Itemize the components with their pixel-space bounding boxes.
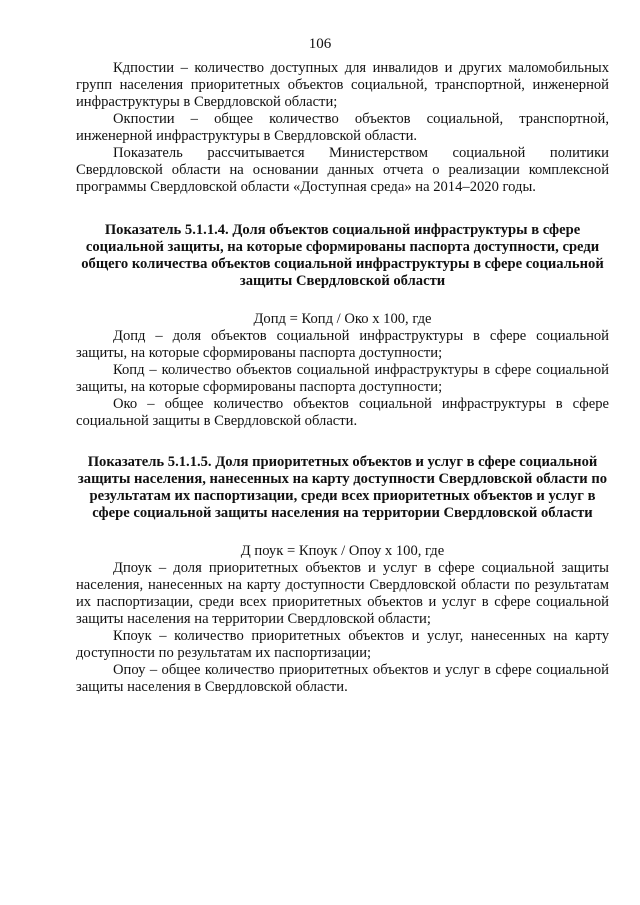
definition: Копд – количество объектов социальной инфраструктуры в сфере социальной защиты, на которые сформированы паспорта доступности; (76, 362, 609, 395)
formula: Д поук = Кпоук / Опоу х 100, где (240, 543, 445, 559)
paragraph: Кдпостии – количество доступных для инвалидов и других маломобильных групп населения приоритетных объектов социальной, транспортной, инженерной инфраструктуры в Свердловской области; (76, 60, 609, 110)
page-number: 106 (308, 36, 332, 52)
definition: Дпоук – доля приоритетных объектов и услуг в сфере социальной защиты населения, нанесенных на карту доступности Свердловской области по результатам их паспортизации, среди всех приоритетных объектов и услуг в сфере социальной защиты населения на территории Свердловской области; (76, 560, 609, 627)
definition: Кпоук – количество приоритетных объектов и услуг, нанесенных на карту доступности по результатам их паспортизации; (76, 628, 609, 661)
definition: Опоу – общее количество приоритетных объектов и услуг в сфере социальной защиты населения в Свердловской области. (76, 662, 609, 695)
paragraph: Окпостии – общее количество объектов социальной, транспортной, инженерной инфраструктуры в Свердловской области. (76, 111, 609, 144)
formula: Допд = Копд / Око х 100, где (253, 311, 432, 327)
section-heading: Показатель 5.1.1.4. Доля объектов социальной инфраструктуры в сфере социальной защиты, на которые сформированы паспорта доступности, среди общего количества объектов социальной инфраструктуры в сфере социальной защиты Свердловской области (81, 222, 604, 289)
definition: Допд – доля объектов социальной инфраструктуры в сфере социальной защиты, на которые сформированы паспорта доступности; (76, 328, 609, 361)
definition: Око – общее количество объектов социальной инфраструктуры в сфере социальной защиты в Свердловской области. (76, 396, 609, 429)
section-heading: Показатель 5.1.1.5. Доля приоритетных объектов и услуг в сфере социальной защиты населения, нанесенных на карту доступности Свердловской области по результатам их паспортизации, среди всех приоритетных объектов и услуг в сфере социальной защиты населения на территории Свердловской области (77, 454, 608, 521)
paragraph: Показатель рассчитывается Министерством социальной политики Свердловской области на основании данных отчета о реализации комплексной программы Свердловской области «Доступная среда» на 2014–2020 годы. (76, 145, 609, 195)
document-body (76, 60, 609, 696)
